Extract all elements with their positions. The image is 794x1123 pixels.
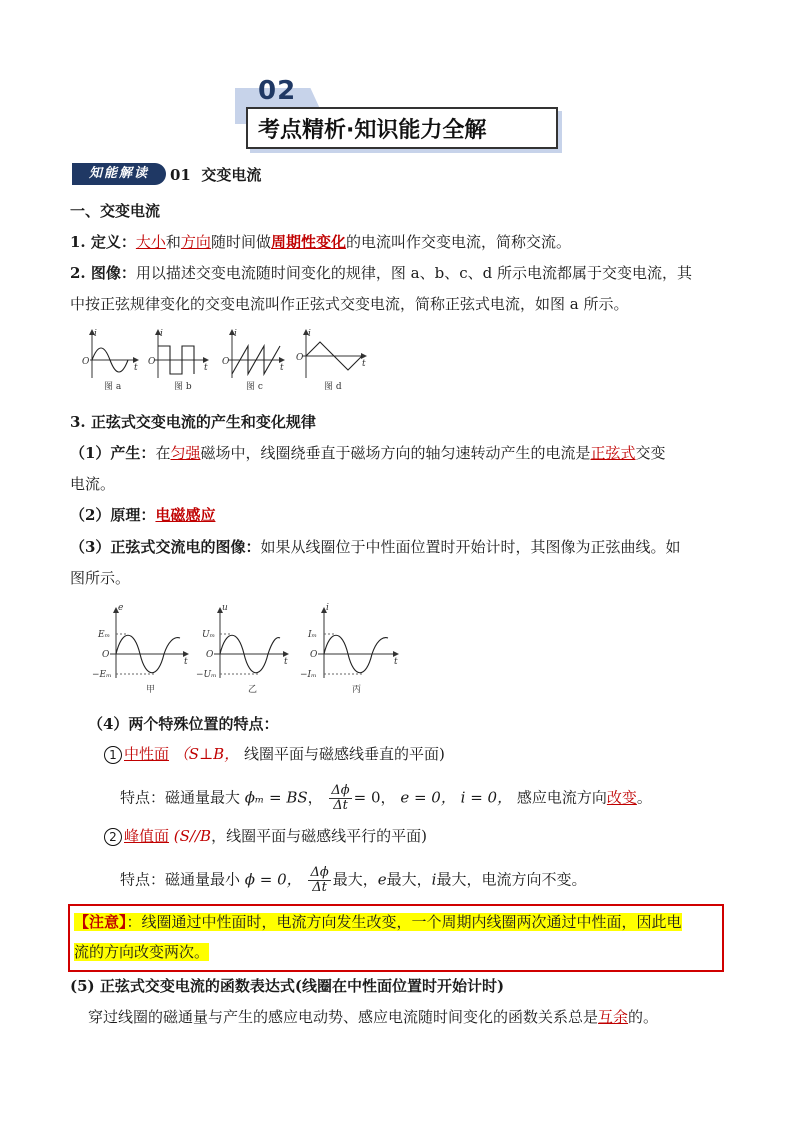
- image-line-1: （3）正弦式交流电的图像：如果从线圈位于中性面位置时开始计时，其图像为正弦曲线。如: [70, 538, 681, 556]
- section-tag: 知能解读: [72, 163, 166, 185]
- neutral-plane-line: 1 中性面 （S⊥B， 线圈平面与磁感线垂直的平面): [104, 744, 445, 764]
- graph-line-1: 2. 图像：用以描述交变电流随时间变化的规律，图 a、b、c、d 所示电流都属于交变电流，其: [70, 264, 692, 282]
- svg-text:Iₘ: Iₘ: [308, 630, 318, 640]
- generation-line-2: 电流。: [70, 475, 116, 493]
- definition-line: 1. 定义：大小和方向随时间做周期性变化的电流叫作交变电流，简称交流。: [70, 233, 571, 251]
- svg-text:t: t: [134, 363, 138, 373]
- note-line-1: 【注意】：线圈通过中性面时，电流方向发生改变，一个周期内线圈两次通过中性面，因此电: [74, 913, 682, 931]
- svg-text:t: t: [284, 657, 288, 667]
- figure-a: [82, 329, 138, 392]
- svg-text:O: O: [296, 353, 304, 363]
- note-line-2: 流的方向改变两次。: [74, 943, 210, 961]
- graph-bing: [300, 603, 398, 695]
- svg-text:e: e: [118, 603, 124, 613]
- peak-plane-line: 2 峰值面 (S//B，线圈平面与磁感线平行的平面): [104, 826, 427, 846]
- svg-text:O: O: [310, 650, 318, 660]
- svg-text:u: u: [222, 603, 228, 613]
- svg-text:图 c: 图 c: [246, 382, 263, 392]
- flux-rate-fraction: $\frac{\Delta\phi}{\Delta t}$: [331, 783, 350, 813]
- svg-text:i: i: [160, 329, 163, 339]
- svg-text:O: O: [102, 650, 110, 660]
- peak-plane-features: 特点：磁通量最小 ϕ = 0， $\frac{\Delta\phi}{\Delta t}$ 最大，e最大，i最大，电流方向不变。: [120, 865, 587, 895]
- function-expression-body: 穿过线圈的磁通量与产生的感应电动势、感应电流随时间变化的函数关系总是互余的。: [88, 1008, 659, 1026]
- sine-graphs-figure: [88, 602, 408, 697]
- svg-text:Eₘ: Eₘ: [98, 630, 111, 640]
- graph-line-2: 中按正弦规律变化的交变电流叫作正弦式交变电流，简称正弦式电流，如图 a 所示。: [70, 295, 629, 313]
- header-title: 考点精析·知识能力全解: [258, 118, 487, 143]
- graph-jia: [92, 603, 188, 695]
- figure-c: [222, 329, 284, 392]
- svg-text:t: t: [204, 363, 208, 373]
- svg-text:O: O: [206, 650, 214, 660]
- function-expression-heading: (5) 正弦式交变电流的函数表达式(线圈在中性面位置时开始计时): [70, 977, 505, 995]
- waveform-figure: [76, 326, 376, 394]
- special-positions-heading: （4）两个特殊位置的特点：: [88, 715, 279, 733]
- svg-text:甲: 甲: [146, 685, 156, 695]
- heading-sine: 3. 正弦式交变电流的产生和变化规律: [70, 413, 316, 431]
- generation-line-1: （1）产生：在匀强磁场中，线圈绕垂直于磁场方向的轴匀速转动产生的电流是正弦式交变: [70, 444, 666, 462]
- svg-text:i: i: [234, 329, 237, 339]
- svg-text:O: O: [82, 357, 90, 367]
- svg-text:Uₘ: Uₘ: [202, 630, 216, 640]
- svg-text:i: i: [326, 603, 329, 613]
- graph-yi: [196, 603, 288, 695]
- image-line-2: 图所示。: [70, 569, 131, 587]
- section-title: 01 交变电流: [170, 166, 262, 184]
- svg-text:i: i: [308, 329, 311, 339]
- svg-text:乙: 乙: [248, 685, 258, 695]
- principle-line: （2）原理：电磁感应: [70, 506, 216, 524]
- neutral-plane-features: 特点：磁通量最大 ϕₘ = BS， $\frac{\Delta\phi}{\Delta t}$ = 0， e = 0， i = 0， 感应电流方向改变。: [120, 783, 652, 813]
- figure-b: [148, 329, 208, 392]
- svg-text:图 a: 图 a: [104, 382, 122, 392]
- svg-text:t: t: [184, 657, 188, 667]
- svg-text:O: O: [222, 357, 230, 367]
- figure-d: [296, 329, 366, 392]
- svg-text:O: O: [148, 357, 156, 367]
- circled-number-2: 2: [104, 828, 122, 846]
- svg-text:i: i: [94, 329, 97, 339]
- svg-text:图 d: 图 d: [324, 382, 342, 392]
- circled-number-1: 1: [104, 746, 122, 764]
- svg-text:图 b: 图 b: [174, 382, 192, 392]
- svg-text:t: t: [280, 363, 284, 373]
- svg-text:−Eₘ: −Eₘ: [92, 670, 112, 680]
- svg-text:丙: 丙: [352, 685, 362, 695]
- header-number: 02: [258, 76, 297, 106]
- svg-text:t: t: [394, 657, 398, 667]
- svg-text:−Uₘ: −Uₘ: [196, 670, 217, 680]
- flux-rate-fraction-2: $\frac{\Delta\phi}{\Delta t}$: [310, 865, 329, 895]
- svg-text:−Iₘ: −Iₘ: [300, 670, 317, 680]
- svg-text:t: t: [362, 359, 366, 369]
- heading-ac: 一、交变电流: [70, 202, 161, 220]
